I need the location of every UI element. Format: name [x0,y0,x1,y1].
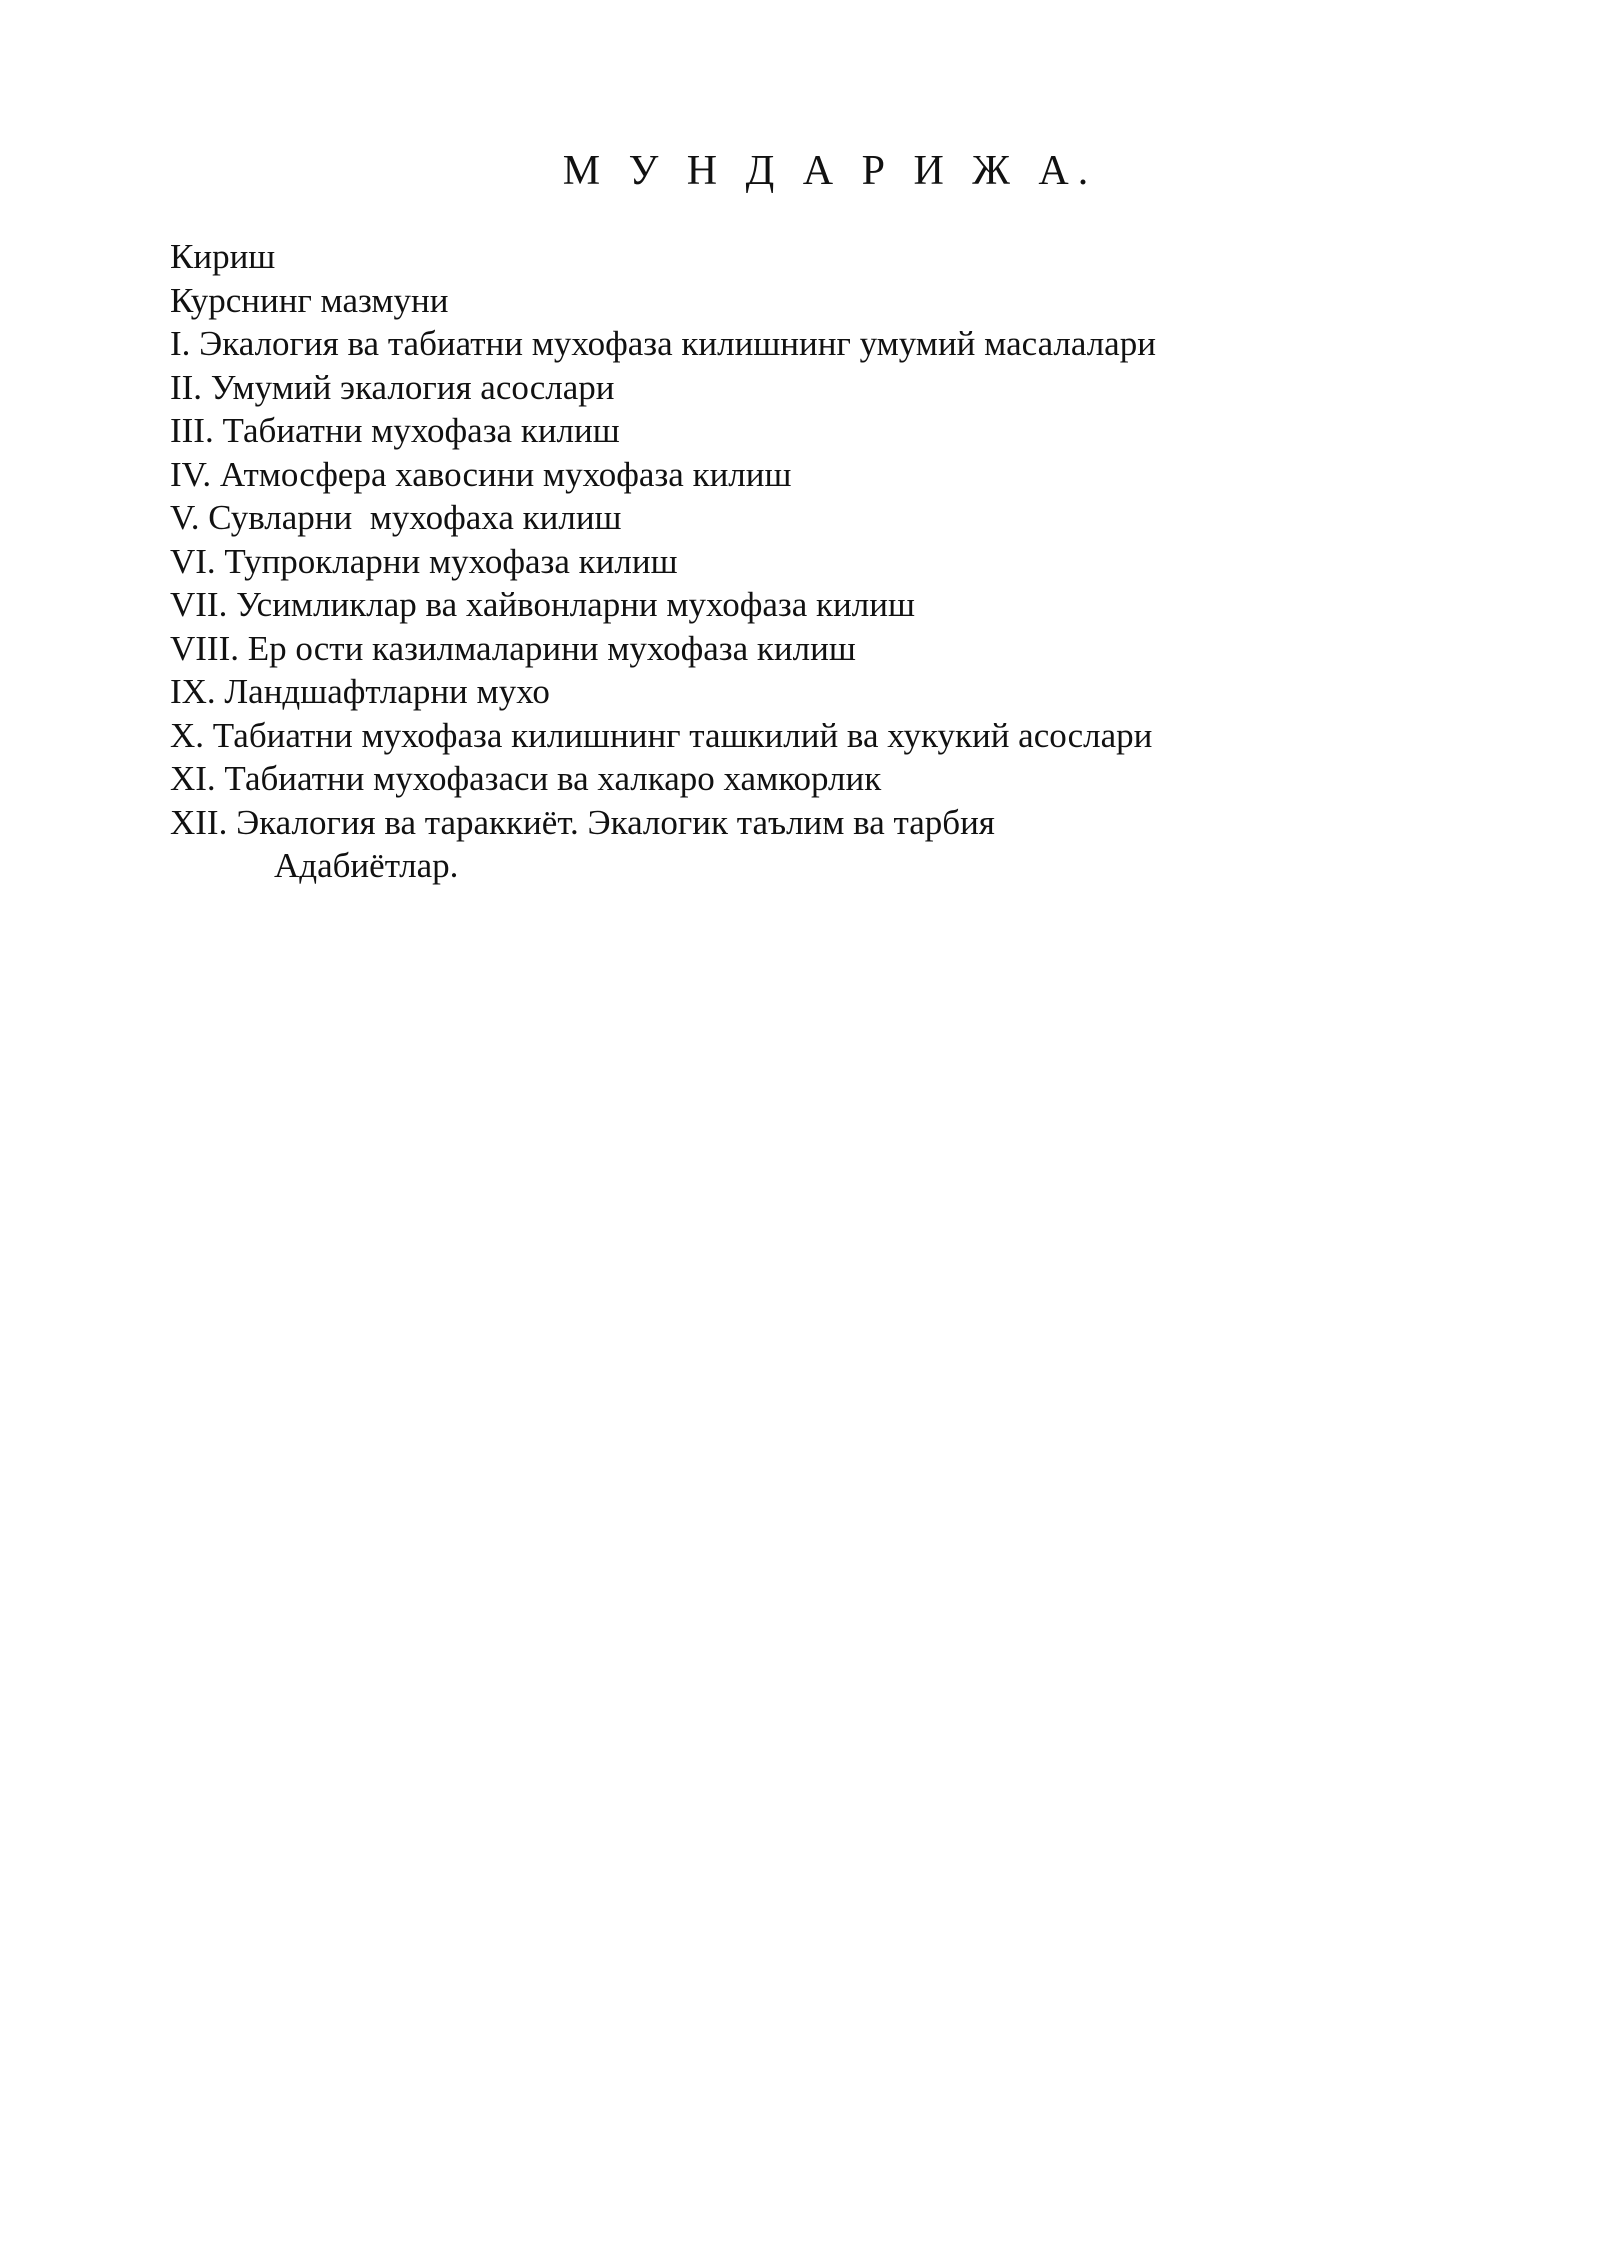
toc-item-chapter-4: IV. Атмосфера хавосини мухофаза килиш [170,454,792,494]
toc-item-chapter-7: VII. Усимликлар ва хайвонларни мухофаза килиш [170,585,915,624]
toc-item-chapter-5: V. Сувларни мухофаха килиш [170,498,622,537]
page-title: М У Н Д А Р И Ж А. [562,148,1098,194]
toc-item-chapter-12: XII. Экалогия ва тараккиёт. Экалогик таълим ва тарбия [170,802,995,842]
toc-item-course-content: Курснинг мазмуни [170,280,449,320]
toc-item-introduction: Кириш [170,237,276,276]
toc-item-chapter-3: III. Табиатни мухофаза килиш [170,411,620,450]
toc-item-chapter-10: X. Табиатни мухофаза килишнинг ташкилий ва хукукий асослари [170,715,1153,755]
toc-item-chapter-2: II. Умумий экалогия асослари [170,367,615,407]
toc-item-chapter-9: IX. Ландшафтларни мухо [170,672,550,711]
toc-item-chapter-11: XI. Табиатни мухофазаси ва халкаро хамкорлик [170,759,882,798]
table-of-contents [170,235,1470,888]
toc-item-chapter-1: I. Экалогия ва табиатни мухофаза килишнинг умумий масалалари [170,324,1156,363]
toc-item-chapter-6: VI. Тупрокларни мухофаза килиш [170,541,678,581]
toc-item-chapter-8: VIII. Ер ости казилмаларини мухофаза килиш [170,628,856,668]
toc-item-references: Адабиётлар. [274,846,459,885]
